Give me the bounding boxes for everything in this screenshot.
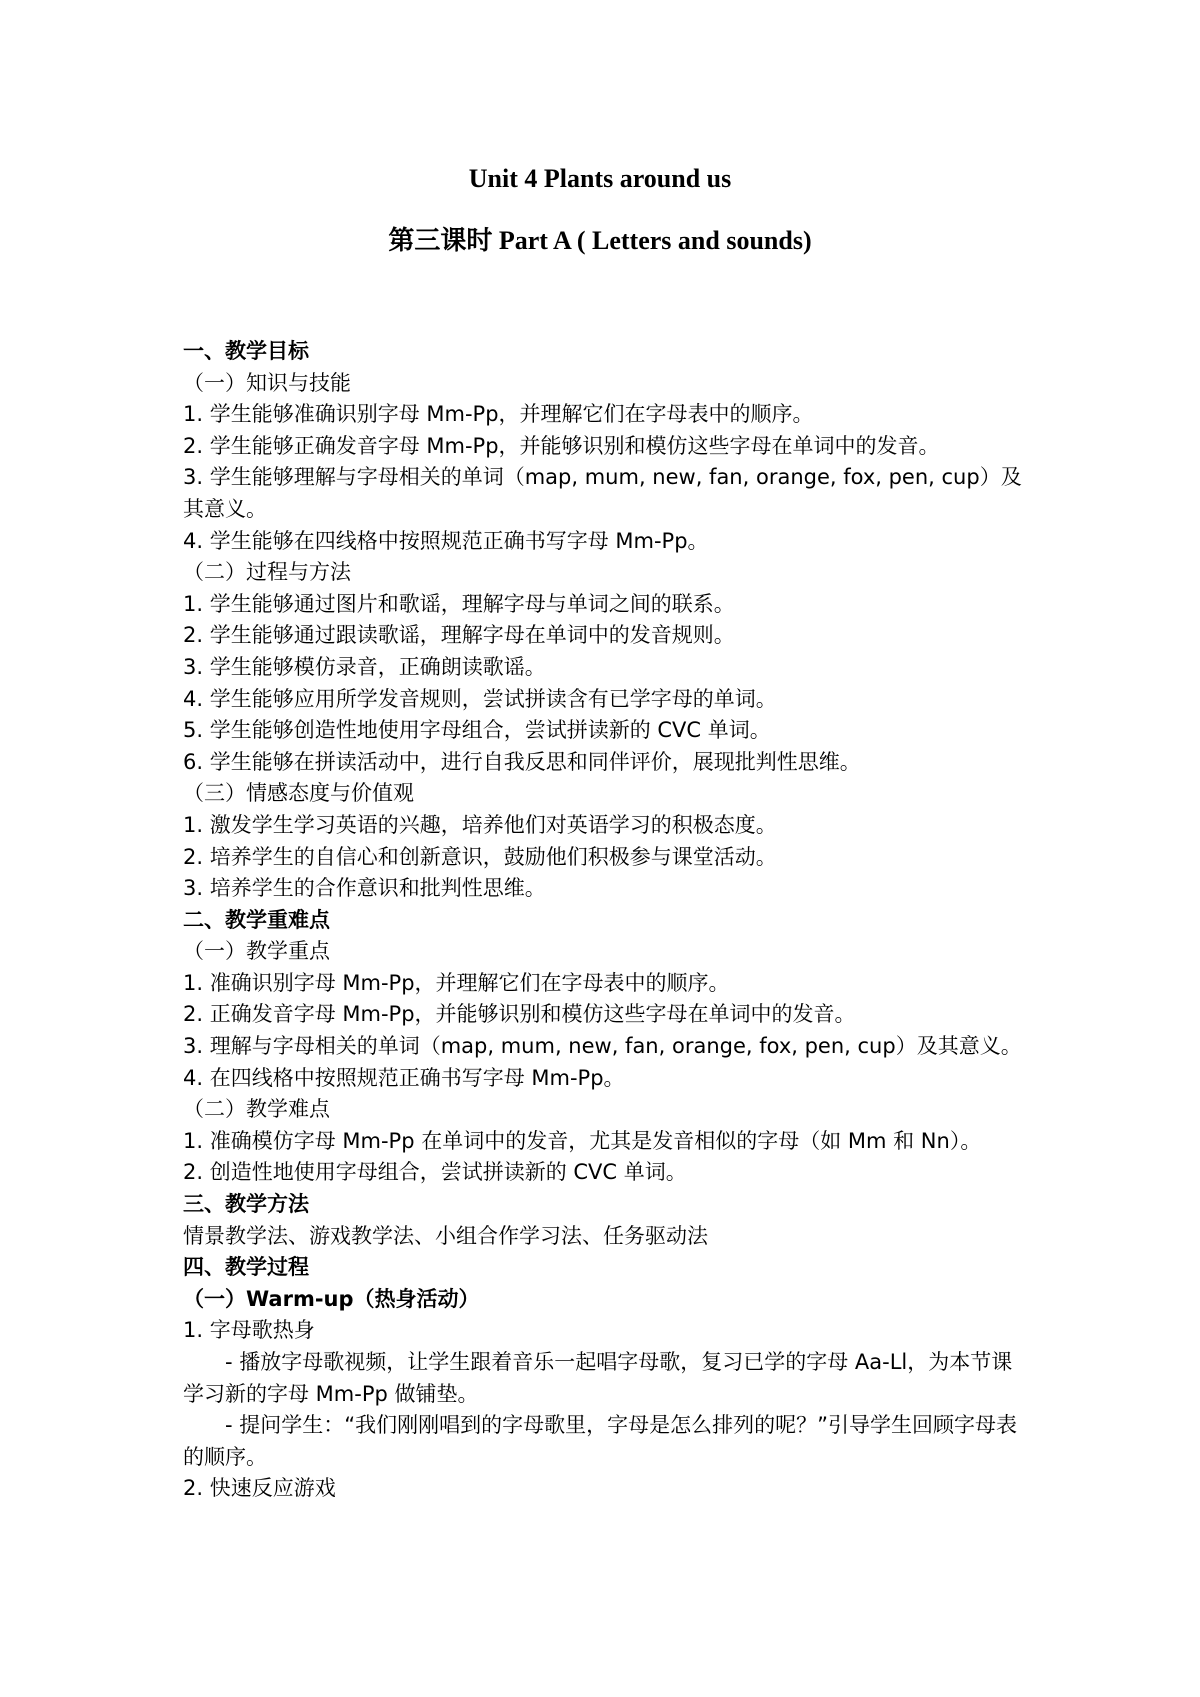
list-item: 6. 学生能够在拼读活动中，进行自我反思和同伴评价，展现批判性思维。 <box>183 749 861 774</box>
list-item: 1. 准确识别字母 Mm-Pp，并理解它们在字母表中的顺序。 <box>183 970 730 995</box>
list-item: 4. 学生能够在四线格中按照规范正确书写字母 Mm-Pp。 <box>183 528 709 553</box>
subsection-heading-focus: （一）教学重点 <box>183 939 330 964</box>
list-item: 2. 快速反应游戏 <box>183 1476 336 1501</box>
list-item: 4. 学生能够应用所学发音规则，尝试拼读含有已学字母的单词。 <box>183 686 777 711</box>
list-item: 3. 理解与字母相关的单词（map, mum, new, fan, orange, fox, pen, cup）及其意义。 <box>183 1034 1022 1059</box>
list-item: 5. 学生能够创造性地使用字母组合，尝试拼读新的 CVC 单词。 <box>183 718 771 743</box>
list-item: 2. 创造性地使用字母组合，尝试拼读新的 CVC 单词。 <box>183 1160 687 1185</box>
subsection-heading-knowledge: （一）知识与技能 <box>183 370 351 395</box>
list-item: 3. 学生能够理解与字母相关的单词（map, mum, new, fan, orange, fox, pen, cup）及其意义。 <box>183 465 1022 521</box>
bullet-item: - 提问学生：“我们刚刚唱到的字母歌里，字母是怎么排列的呢？”引导学生回顾字母表的顺序。 <box>183 1413 1018 1469</box>
document-subtitle: 第三课时 Part A ( Letters and sounds) <box>388 226 812 255</box>
document-body <box>183 336 1033 1505</box>
list-item: 2. 学生能够正确发音字母 Mm-Pp，并能够识别和模仿这些字母在单词中的发音。 <box>183 433 940 458</box>
bullet-item: - 播放字母歌视频，让学生跟着音乐一起唱字母歌，复习已学的字母 Aa-Ll，为本节课学习新的字母 Mm-Pp 做铺垫。 <box>183 1350 1013 1406</box>
list-item: 3. 培养学生的合作意识和批判性思维。 <box>183 876 546 901</box>
section-heading-methods: 三、教学方法 <box>183 1192 309 1217</box>
methods-text: 情景教学法、游戏教学法、小组合作学习法、任务驱动法 <box>183 1223 708 1248</box>
subsection-heading-difficulty: （二）教学难点 <box>183 1097 330 1122</box>
subsection-heading-warmup: （一）Warm-up（热身活动） <box>183 1286 480 1311</box>
list-item: 1. 准确模仿字母 Mm-Pp 在单词中的发音，尤其是发音相似的字母（如 Mm 和 Nn）。 <box>183 1128 982 1153</box>
list-item: 2. 培养学生的自信心和创新意识，鼓励他们积极参与课堂活动。 <box>183 844 777 869</box>
section-heading-objectives: 一、教学目标 <box>183 339 309 363</box>
section-heading-procedure: 四、教学过程 <box>183 1255 309 1280</box>
list-item: 1. 字母歌热身 <box>183 1318 315 1343</box>
list-item: 4. 在四线格中按照规范正确书写字母 Mm-Pp。 <box>183 1065 625 1090</box>
section-heading-key-points: 二、教学重难点 <box>183 907 330 932</box>
list-item: 1. 激发学生学习英语的兴趣，培养他们对英语学习的积极态度。 <box>183 812 777 837</box>
subsection-heading-attitude: （三）情感态度与价值观 <box>183 781 414 806</box>
list-item: 2. 学生能够通过跟读歌谣，理解字母在单词中的发音规则。 <box>183 623 735 648</box>
list-item: 1. 学生能够通过图片和歌谣，理解字母与单词之间的联系。 <box>183 591 735 616</box>
document-title: Unit 4 Plants around us <box>468 164 732 193</box>
list-item: 3. 学生能够模仿录音，正确朗读歌谣。 <box>183 654 546 679</box>
list-item: 1. 学生能够准确识别字母 Mm-Pp，并理解它们在字母表中的顺序。 <box>183 402 814 427</box>
subsection-heading-process: （二）过程与方法 <box>183 560 351 585</box>
list-item: 2. 正确发音字母 Mm-Pp，并能够识别和模仿这些字母在单词中的发音。 <box>183 1002 856 1027</box>
